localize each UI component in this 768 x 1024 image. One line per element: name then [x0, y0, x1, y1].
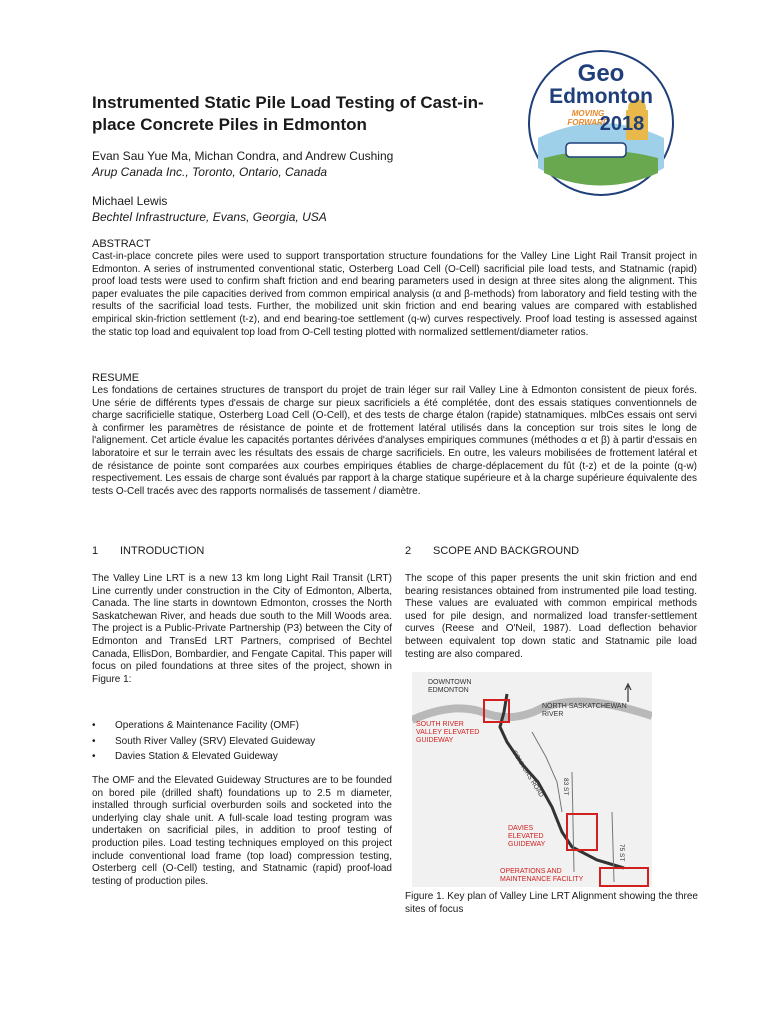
- label-davies-line2: ELEVATED: [508, 833, 544, 840]
- sites-list: [92, 718, 392, 765]
- label-75st: 75 ST: [618, 844, 625, 862]
- author-affiliation-1: Arup Canada Inc., Toronto, Ontario, Canada: [92, 165, 328, 179]
- section-number-2: 2: [405, 545, 412, 557]
- scope-heading: [405, 545, 579, 557]
- figure-1-caption: Figure 1. Key plan of Valley Line LRT Alignment showing the three sites of focus: [405, 891, 698, 915]
- label-srv-line2: VALLEY ELEVATED: [416, 729, 480, 736]
- geoedmonton-logo: [526, 48, 676, 198]
- introduction-heading: [92, 545, 204, 557]
- label-83st: 83 ST: [562, 778, 569, 796]
- introduction-paragraph-2: The OMF and the Elevated Guideway Structures are to be founded on bored pile (drilled shaft) foundations up to 2.5 m diameter, installed through surficial overburden soils and socketed into the underlying clay shale unit. A full-scale load testing program was undertaken on sacrificial piles, in addition to proof testing of production piles. Load testing techniques employed on this project include conventional load frame (top load) compression testing, Osterberg cell (O-Cell) testing, and Statnamic (rapid) proof-load testing of production piles.: [92, 775, 392, 887]
- label-srv-line1: SOUTH RIVER: [416, 721, 464, 728]
- abstract-heading: ABSTRACT: [92, 238, 151, 250]
- label-davies-line1: DAVIES: [508, 825, 534, 832]
- author-block-2: [92, 193, 327, 225]
- introduction-title: INTRODUCTION: [120, 545, 205, 557]
- abstract-text: Cast-in-place concrete piles were used to support transportation structure foundations for the Valley Line Light Rail Transit project in Edmonton. A series of instrumented conventional static, Osterberg Load Cell (O-Cell) sacrificial pile load tests, and Statnamic (rapid) proof load tests were used to confirm shaft friction and end bearing parameters used in design at three sites along the alignment. This paper evaluates the pile capacities derived from common empirical analysis (α and β-methods) from laboratory and field testing with the results of the sacrificial load tests. Further, the mobilized unit skin friction and end bearing values are compared with established empirical skin-friction settlement (t-z), and end bearing-toe settlement (q-w) curves respectively. Proof load testing is assessed against the static top load and equivalent top load from O-Cell testing plotted with normalized settlement/diameter ratios.: [92, 251, 697, 338]
- label-srv-line3: GUIDEWAY: [416, 737, 454, 744]
- author-names-1: Evan Sau Yue Ma, Michan Condra, and Andrew Cushing: [92, 149, 394, 163]
- resume-heading: RESUME: [92, 372, 140, 384]
- author-names-2: Michael Lewis: [92, 194, 168, 208]
- label-davies-line3: GUIDEWAY: [508, 841, 546, 848]
- figure-1-map: [412, 672, 652, 887]
- label-downtown-line1: DOWNTOWN: [428, 679, 472, 686]
- logo-edmonton: Edmonton: [549, 85, 653, 108]
- resume-text: Les fondations de certaines structures de transport du projet de train léger sur rail Valley Line à Edmonton consistent de pieux forés. Une série de différents types d'essais de charge sur pieux sacrificiels a été complétée, dont des essais statiques conventionnels de charge sacrificielle statique, Osterberg Load Cell (O-Cell), et des tests de charge étalon (rapide) statnamiques. mlbCes essais ont servi à confirmer les paramètres de résistance de pointe et de frottement latéral utilisés dans la conception sur trois sites le long de l'alignement. Cet article évalue les capacités portantes dérivées d'analyses empiriques communes (méthodes α et β) à partir d'essais en laboratoire et sur le terrain avec les résultats des essais de charge sacrificiels. En outre, les valeurs mobilisées de frottement latéral et de résistance de pointe sont comparées aux courbes empiriques établies de charge-déplacement du fût (t-z) et de la pointe (q-w) respectivement. Les essais de charge sont évalués par rapport à la charge statique supérieure et à la charge supérieure équivalente des tests O-Cell tracés avec des rapports normalisés de tassement / diamètre.: [92, 385, 697, 497]
- label-downtown-line2: EDMONTON: [428, 687, 469, 694]
- logo-year: 2018: [599, 113, 645, 135]
- author-block-1: [92, 148, 393, 180]
- logo-geo: Geo: [577, 60, 625, 87]
- list-item: • South River Valley (SRV) Elevated Guideway: [92, 734, 392, 750]
- label-downtown: [428, 679, 471, 694]
- label-connors-road: CONNORS ROAD: [510, 749, 545, 799]
- paper-title: Instrumented Static Pile Load Testing of Cast-in-place Concrete Piles in Edmonton: [92, 93, 484, 134]
- label-river-line2: RIVER: [542, 711, 564, 718]
- list-item: • Operations & Maintenance Facility (OMF): [92, 718, 392, 734]
- label-omf-line1: OPERATIONS AND: [500, 868, 562, 875]
- section-number-1: 1: [92, 545, 99, 557]
- lrt-train-icon: [566, 143, 626, 157]
- label-omf-line2: MAINTENANCE FACILITY: [500, 876, 584, 883]
- introduction-paragraph-1: The Valley Line LRT is a new 13 km long Light Rail Transit (LRT) Line currently under construction in the City of Edmonton, Alberta, Canada. The line starts in downtown Edmonton, crosses the North Saskatchewan River, and heads due south to the Mill Woods area. The project is a Public-Private Partnership (P3) between the City of Edmonton and TransEd LRT Partners, comprised of Bechtel Canada, EllisDon, Bombardier, and Fengate Capital. This paper will focus on piled foundations at three sites of the project, shown in Figure 1:: [92, 573, 392, 685]
- logo-moving: MOVING: [571, 109, 605, 118]
- list-item: • Davies Station & Elevated Guideway: [92, 749, 392, 765]
- logo-forward: FORWARD: [567, 118, 609, 127]
- label-river-line1: NORTH SASKATCHEWAN: [542, 703, 627, 710]
- author-affiliation-2: Bechtel Infrastructure, Evans, Georgia, USA: [92, 210, 327, 224]
- scope-title: SCOPE AND BACKGROUND: [433, 545, 580, 557]
- scope-paragraph-1: The scope of this paper presents the unit skin friction and end bearing resistances obtained from instrumented pile load testing. These values are evaluated with common empirical methods used for pile design, and normalized load transfer-settlement curves (Reese and O'Neil, 1987). Load deflection behavior between equivalent top down static and Statnamic pile load testing are also compared.: [405, 573, 697, 660]
